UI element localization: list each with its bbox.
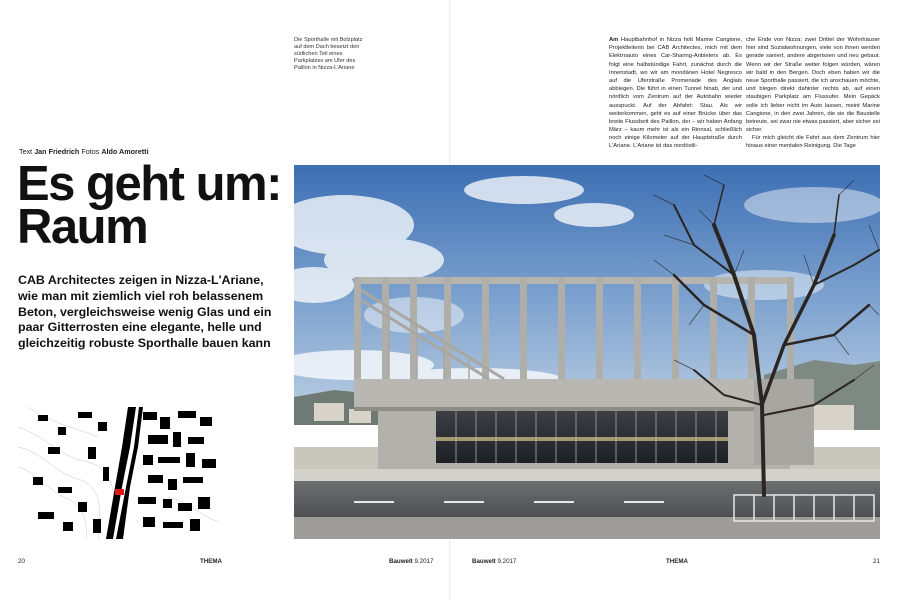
body-column-2-paragraph-1: che Ende von Nizza; zwei Drittel der Wohnhäuser hier sind Sozialwohnungen, viele von ihnen werden gerade saniert, andere abgerissen und neu gebaut. Wenn wir der Straße weiter folgen würden, wären wir bald in den Bergen. Doch eben haben wir die neue Sporthalle passiert, die ich anschauen möchte, und biegen direkt dahinter rechts ab, auf einen staubigen Parkplatz am Flussufer. Mein Gepäck solle ich lieber nicht im Auto lassen, meint Marine Cangione, in den zwei Jahren, die sie die Baustelle betreute, sei zwar nie etwas passiert, aber sicher sei sicher.	[746, 37, 880, 134]
left-page-number: 20	[18, 558, 25, 565]
author-name: Jan Friedrich	[34, 147, 80, 156]
headline-line-2: Raum	[17, 200, 148, 254]
photo-label: Fotos	[81, 147, 100, 156]
headline-line-1: Es geht um:	[17, 157, 281, 211]
right-page-number: 21	[873, 558, 880, 565]
left-magazine-name: Bauwelt	[389, 558, 413, 565]
right-magazine-label	[472, 558, 516, 565]
body-lead-word: Am	[609, 37, 619, 43]
body-column-1-text: Hauptbahnhof in Nizza holt Marine Cangione, Projektleiterin bei CAB Architectes, mich mit dem Elektroauto eines Car-Sharing-Anbieters ab. Es folgt eine halbstündige Fahrt, zunächst durch die Innenstadt, wo wir am mondänen Hotel Negresco auf die Uferstraße Promenade des Anglais abbiegen. Die führt in einen Tunnel hinab, der und nördlich vom Zentrum auf der Autobahn wieder ausspuckt. Auf der Abfahrt: Stau. Als wir weiterkommen, geht es auf einer Brücke über das breite Flussbett des Paillon, der – wir haben Anfang März – kaum mehr ist als ein Rinnsal, schließlich noch einige Kilometer auf der Hauptstraße durch L'Ariane. L'Ariane ist das nordöstli-	[609, 37, 742, 150]
article-lead: CAB Architectes zeigen in Nizza-L'Ariane, wie man mit ziemlich viel roh belassenem Beton, vergleichsweise wenig Glas und ein paar Gitterrosten eine elegante, helle und gleichzeitig robuste Sporthalle bauen kann	[18, 273, 272, 351]
body-column-2-paragraph-2: Für mich gleicht die Fahrt aus dem Zentrum hier hinaus einer mentalen Reinigung. Die Tage	[746, 135, 880, 150]
right-magazine-name: Bauwelt	[472, 558, 496, 565]
body-column-2	[746, 36, 880, 151]
site-plan-map	[18, 407, 219, 539]
article-credits	[19, 147, 149, 156]
left-magazine-label	[389, 558, 433, 565]
site-marker-icon	[115, 489, 124, 495]
right-magazine-issue: 9.2017	[497, 558, 517, 565]
sports-hall-photo	[294, 165, 880, 539]
left-section-label: THEMA	[200, 558, 222, 565]
photo-caption: Die Sporthalle mit Bolzplatz auf dem Dach besetzt den südlichen Teil eines Parkplatzes am Ufer des Paillon in Nizza-L'Ariane	[294, 37, 363, 71]
article-headline	[17, 157, 281, 254]
left-magazine-issue: 9.2017	[414, 558, 434, 565]
photographer-name: Aldo Amoretti	[101, 147, 149, 156]
text-label: Text	[19, 147, 33, 156]
right-section-label: THEMA	[666, 558, 688, 565]
body-column-1	[609, 36, 742, 151]
